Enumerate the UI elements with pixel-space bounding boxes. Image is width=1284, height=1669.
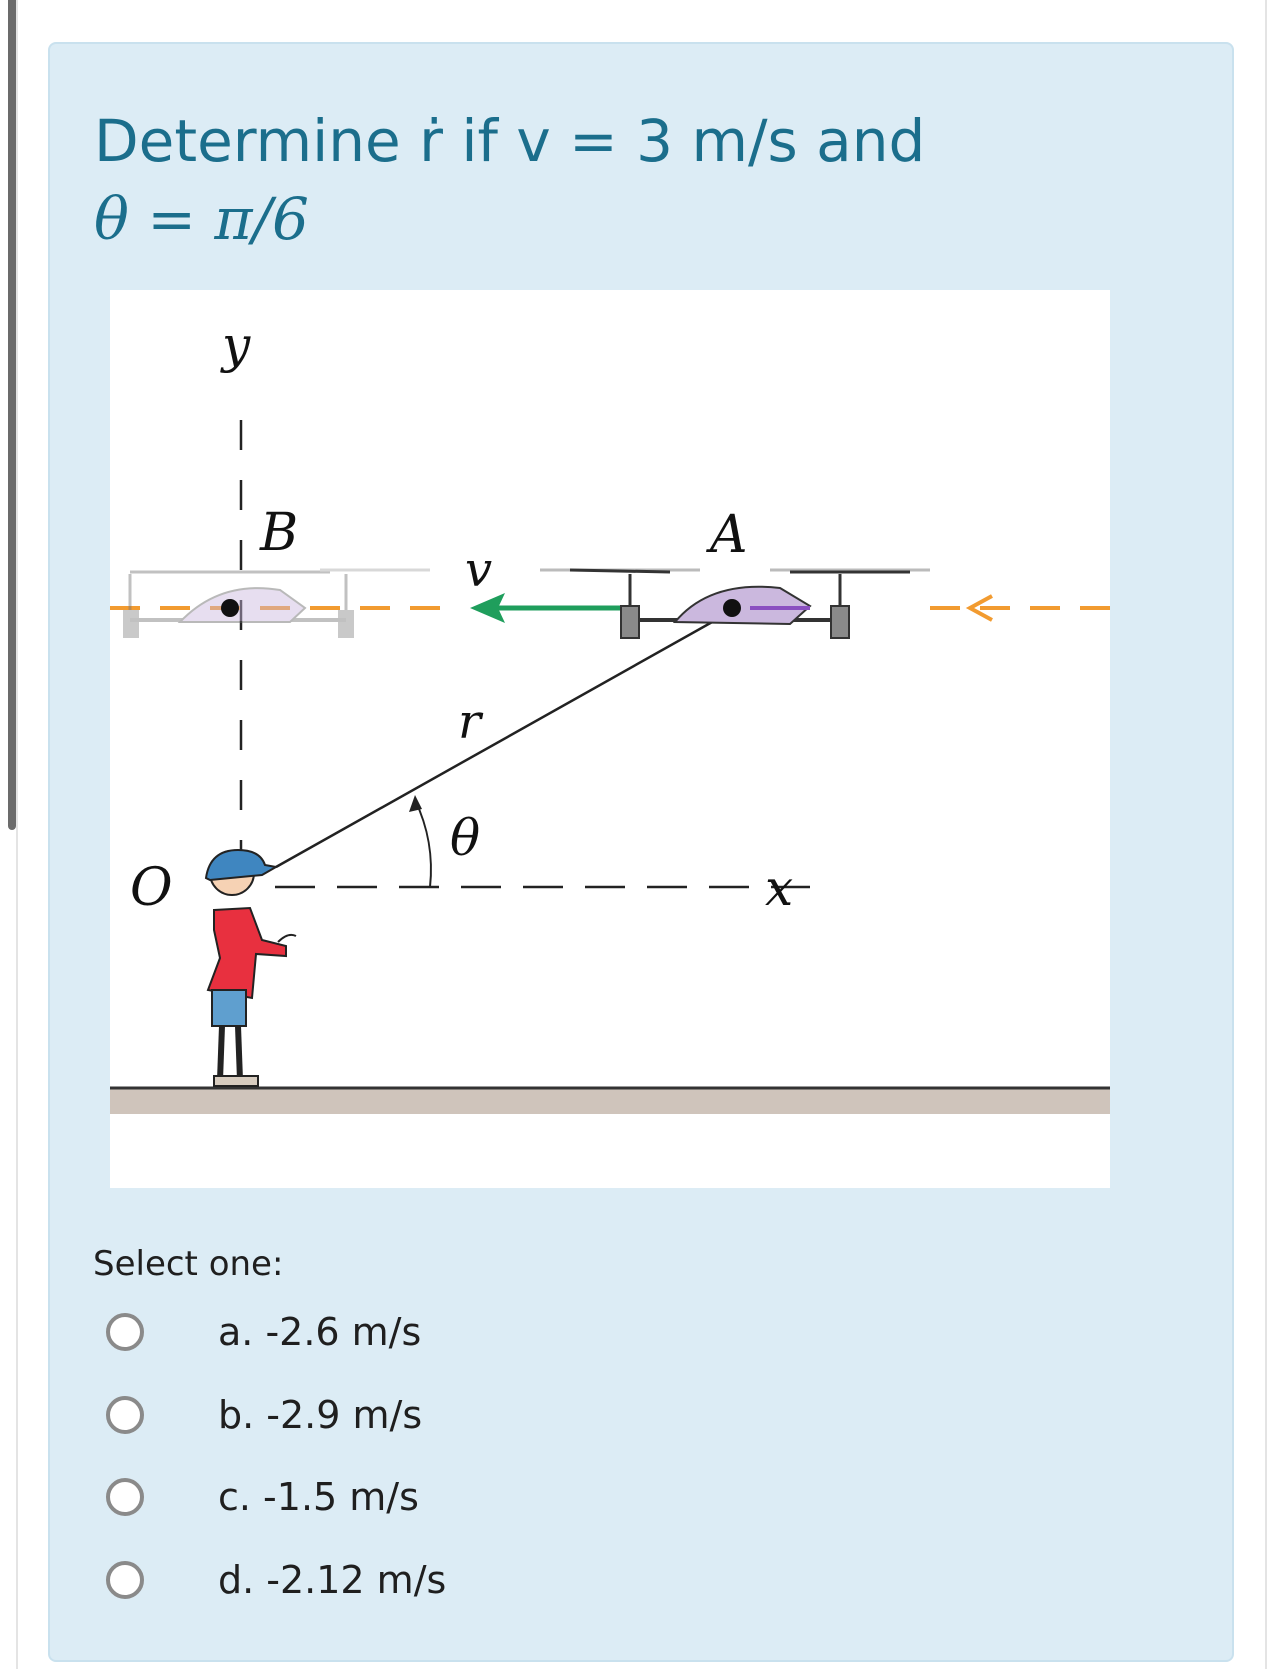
question-text xyxy=(94,102,1194,258)
option-a[interactable] xyxy=(106,1302,706,1362)
radio-a[interactable] xyxy=(106,1313,144,1351)
boy-figure xyxy=(206,850,296,1086)
drone-b xyxy=(123,570,430,638)
point-b-label: B xyxy=(260,503,299,563)
option-b-text: b. -2.9 m/s xyxy=(218,1393,423,1437)
drone-b-dot xyxy=(221,599,239,617)
option-a-text: a. -2.6 m/s xyxy=(218,1310,422,1354)
left-rail xyxy=(16,0,18,1669)
theta-arc xyxy=(415,800,431,887)
question-line-1: Determine ṙ if v = 3 m/s and xyxy=(94,107,926,175)
radio-c[interactable] xyxy=(106,1478,144,1516)
x-axis-label: x xyxy=(765,859,794,917)
point-a-label: A xyxy=(710,505,748,565)
option-d[interactable] xyxy=(106,1550,706,1610)
theta-label: θ xyxy=(450,809,481,867)
velocity-label: v xyxy=(465,542,493,598)
radio-b[interactable] xyxy=(106,1396,144,1434)
select-one-label: Select one: xyxy=(93,1244,284,1284)
option-c[interactable] xyxy=(106,1467,706,1527)
right-rail xyxy=(1265,0,1267,1669)
left-scroll-indicator[interactable] xyxy=(8,0,16,830)
question-line-2: θ = π/6 xyxy=(94,185,309,253)
option-c-text: c. -1.5 m/s xyxy=(218,1475,419,1519)
figure-drawing xyxy=(110,290,1110,1188)
problem-figure xyxy=(110,290,1110,1188)
r-label: r xyxy=(458,694,481,750)
ground xyxy=(110,1088,1110,1114)
radio-d[interactable] xyxy=(106,1561,144,1599)
r-line xyxy=(276,612,730,867)
origin-label: O xyxy=(130,858,173,918)
option-d-text: d. -2.12 m/s xyxy=(218,1558,447,1602)
y-axis-label: y xyxy=(222,316,251,374)
drone-a-dot xyxy=(723,599,741,617)
option-b[interactable] xyxy=(106,1385,706,1445)
